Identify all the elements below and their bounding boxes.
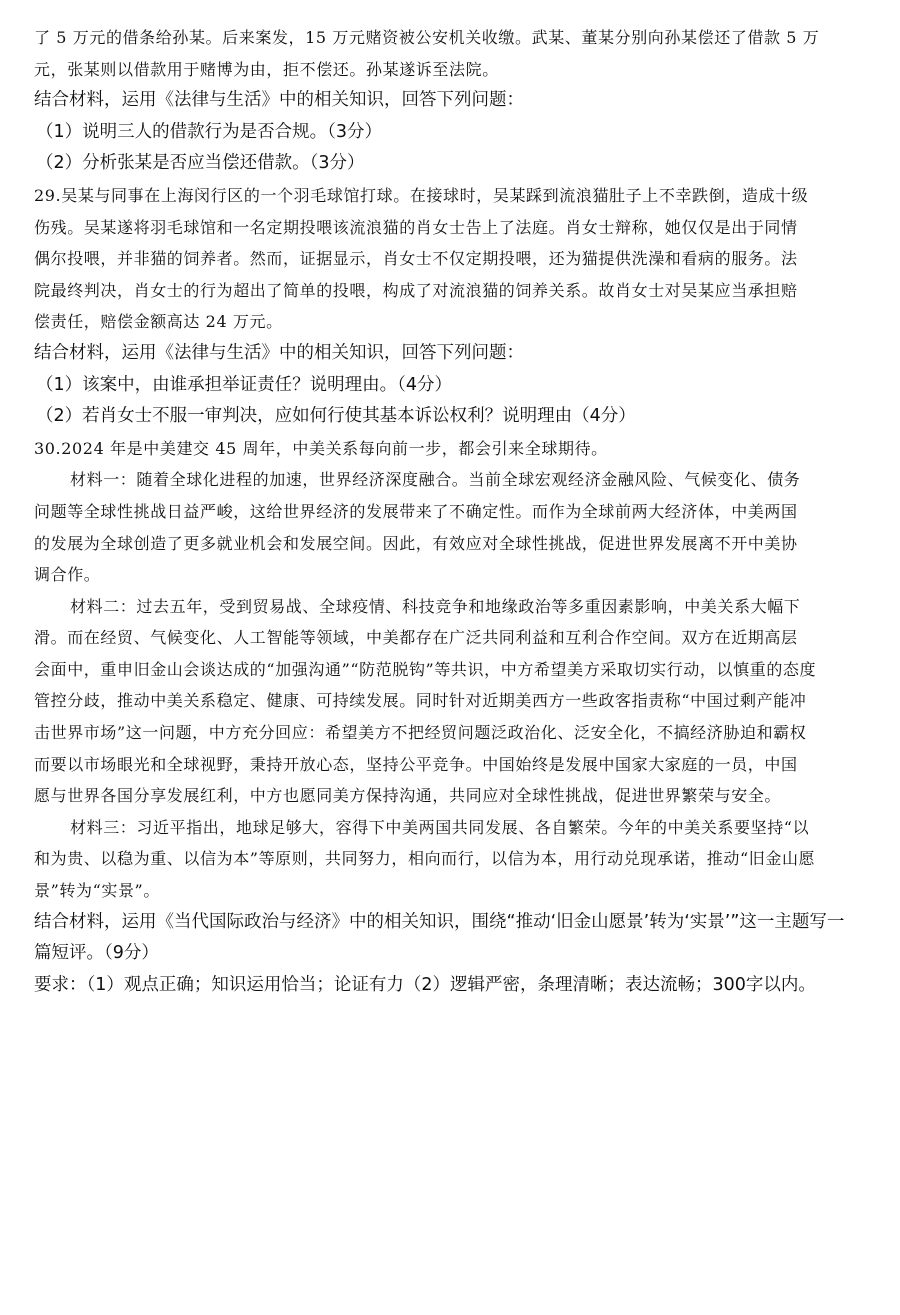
q30-material-2-line: 会面中，重申旧金山会谈达成的“加强沟通”“防范脱钩”等共识，中方希望美方采取切实行动，以慎重的态度 xyxy=(34,659,817,679)
q30-material-2-line: 滑。而在经贸、气候变化、人工智能等领域，中美都存在广泛共同利益和互利合作空间。双方在近期高层 xyxy=(34,628,798,648)
q30-material-3-line: 和为贵、以稳为重、以信为本”等原则，共同努力，相向而行，以信为本，用行动兑现承诺，推动“旧金山愿 xyxy=(34,849,816,869)
q30-material-1-line: 材料一：随着全球化进程的加速，世界经济深度融合。当前全球宏观经济金融风险、气候变化、债务 xyxy=(70,470,801,490)
q29-material-line: 29.吴某与同事在上海闵行区的一个羽毛球馆打球。在接球时，吴某踩到流浪猫肚子上不幸跌倒，造成十级 xyxy=(34,185,809,205)
q28-material-line: 元，张某则以借款用于赌博为由，拒不偿还。孙某遂诉至法院。 xyxy=(34,59,499,79)
q30-material-2-line: 而要以市场眼光和全球视野，秉持开放心态，坚持公平竞争。中国始终是发展中国家大家庭的一员，中国 xyxy=(34,754,798,774)
q30-material-1-line: 的发展为全球创造了更多就业机会和发展空间。因此，有效应对全球性挑战，促进世界发展离不开中美协 xyxy=(34,533,798,553)
q29-subquestion-2: （2）若肖女士不服一审判决，应如何行使其基本诉讼权利？说明理由（4分） xyxy=(36,406,636,427)
exam-page xyxy=(34,22,870,1001)
q29-section xyxy=(34,180,870,433)
q29-subquestion-1: （1）该案中，由谁承担举证责任？说明理由。（4分） xyxy=(36,374,453,395)
q28-subquestion-2: （2）分析张某是否应当偿还借款。（3分） xyxy=(36,153,365,174)
q30-material-3-line: 景”转为“实景”。 xyxy=(34,881,160,901)
q29-material-line: 偿责任，赔偿金额高达 24 万元。 xyxy=(34,312,283,332)
q28-prompt: 结合材料，运用《法律与生活》中的相关知识，回答下列问题： xyxy=(34,90,524,111)
q30-material-1-line: 调合作。 xyxy=(34,565,101,585)
q30-prompt-line: 结合材料，运用《当代国际政治与经济》中的相关知识，围绕“推动‘旧金山愿景’转为‘实景’”这一主题写一 xyxy=(34,911,845,932)
q29-prompt: 结合材料，运用《法律与生活》中的相关知识，回答下列问题： xyxy=(34,342,524,363)
q29-material-line: 院最终判决，肖女士的行为超出了简单的投喂，构成了对流浪猫的饲养关系。故肖女士对吴某应当承担赔 xyxy=(34,280,798,300)
q29-material-line: 偶尔投喂，并非猫的饲养者。然而，证据显示，肖女士不仅定期投喂，还为猫提供洗澡和看病的服务。法 xyxy=(34,249,798,269)
q30-material-2-line: 愿与世界各国分享发展红利，中方也愿同美方保持沟通，共同应对全球性挑战，促进世界繁荣与安全。 xyxy=(34,786,782,806)
q30-material-2-line: 管控分歧，推动中美关系稳定、健康、可持续发展。同时针对近期美西方一些政客指责称“中国过剩产能冲 xyxy=(34,691,807,711)
q28-subquestion-1: （1）说明三人的借款行为是否合规。（3分） xyxy=(36,121,383,142)
q30-material-3 xyxy=(34,812,870,907)
q30-material-1-line: 问题等全球性挑战日益严峻，这给世界经济的发展带来了不确定性。而作为全球前两大经济体，中美两国 xyxy=(34,501,798,521)
q29-material-line: 伤残。吴某遂将羽毛球馆和一名定期投喂该流浪猫的肖女士告上了法庭。肖女士辩称，她仅仅是出于同情 xyxy=(34,217,798,237)
q30-prompt-line: 篇短评。（9分） xyxy=(34,943,159,964)
q28-material-line: 了 5 万元的借条给孙某。后来案发，15 万元赌资被公安机关收缴。武某、董某分别向孙某偿还了借款 5 万 xyxy=(34,28,820,47)
q30-material-3-line: 材料三：习近平指出，地球足够大，容得下中美两国共同发展、各自繁荣。今年的中美关系要坚持“以 xyxy=(70,817,810,837)
q30-section xyxy=(34,433,870,1002)
q28-section xyxy=(34,22,870,180)
q30-material-2-line: 击世界市场”这一问题，中方充分回应：希望美方不把经贸问题泛政治化、泛安全化，不搞经济胁迫和霸权 xyxy=(34,723,807,743)
q30-material-2-line: 材料二：过去五年，受到贸易战、全球疫情、科技竞争和地缘政治等多重因素影响，中美关系大幅下 xyxy=(70,596,801,616)
q30-requirement: 要求：（1）观点正确；知识运用恰当；论证有力（2）逻辑严密，条理清晰；表达流畅；300字以内。 xyxy=(34,974,816,995)
q30-intro: 30.2024 年是中美建交 45 周年，中美关系每向前一步，都会引来全球期待。 xyxy=(34,438,608,458)
q30-material-1 xyxy=(34,464,870,590)
q30-material-2 xyxy=(34,591,870,812)
